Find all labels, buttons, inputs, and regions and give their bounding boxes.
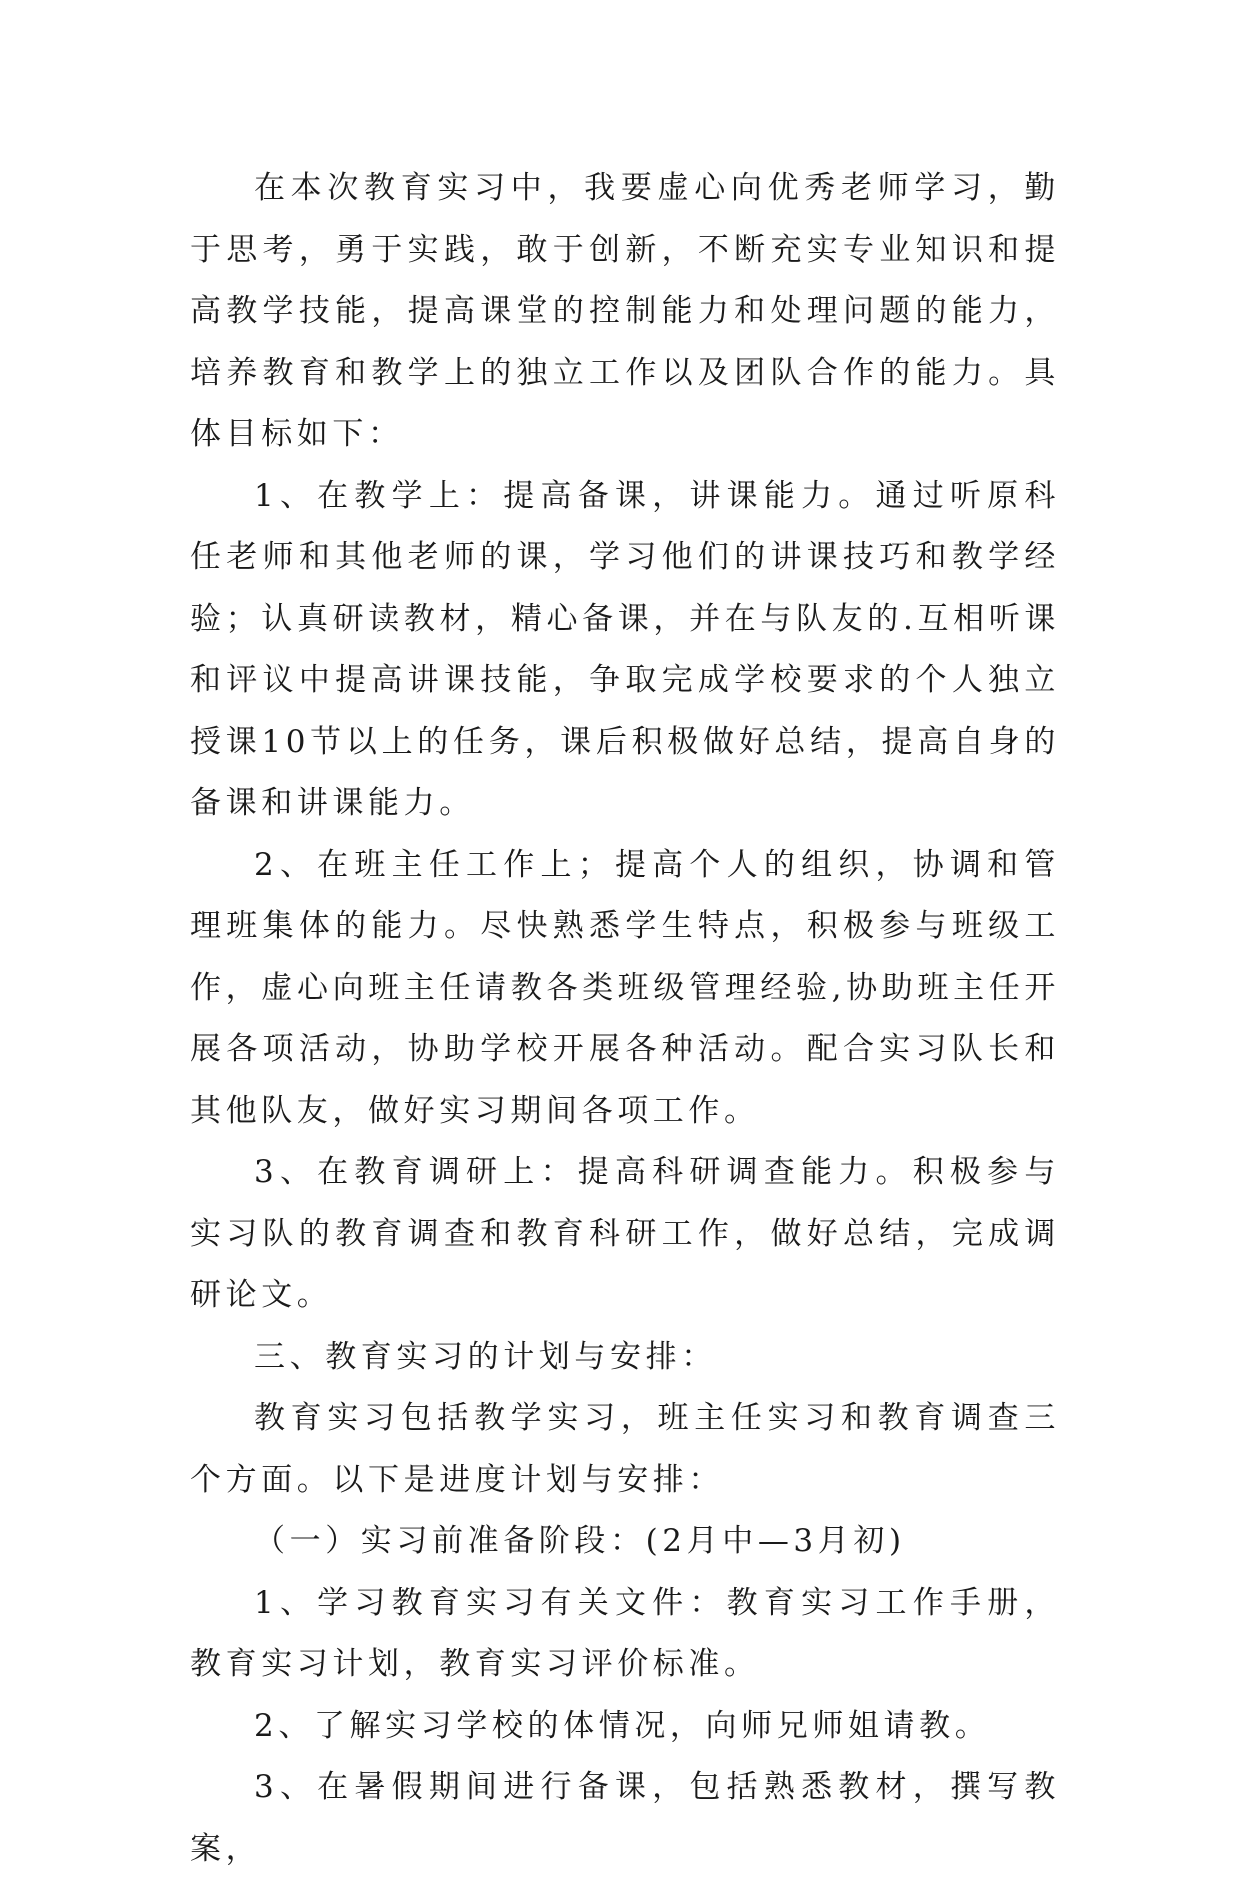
list-item-study-documents: 1、学习教育实习有关文件：教育实习工作手册，教育实习计划，教育实习评价标准。 [190, 1584, 1060, 1682]
list-item-prepare-lessons: 3、在暑假期间进行备课，包括熟悉教材，撰写教案， [190, 1769, 1060, 1867]
list-item-understand-school: 2、了解实习学校的体情况，向师兄师姐请教。 [254, 1707, 991, 1744]
section-heading-plan: 三、教育实习的计划与安排： [254, 1338, 717, 1375]
paragraph-head-teacher-goal: 2、在班主任工作上；提高个人的组织，协调和管理班集体的能力。尽快熟悉学生特点，积极参与班级工作，虚心向班主任请教各类班级管理经验,协助班主任开展各项活动，协助学校开展各种活动。配合实习队长和其他队友，做好实习期间各项工作。 [190, 846, 1060, 1129]
paragraph-goals-intro: 在本次教育实习中，我要虚心向优秀老师学习，勤于思考，勇于实践，敢于创新，不断充实专业知识和提高教学技能，提高课堂的控制能力和处理问题的能力，培养教育和教学上的独立工作以及团队合作的能力。具体目标如下： [190, 170, 1060, 452]
paragraph-research-goal: 3、在教育调研上：提高科研调查能力。积极参与实习队的教育调查和教育科研工作，做好总结，完成调研论文。 [190, 1154, 1060, 1313]
subsection-heading-preparation: （一）实习前准备阶段：(2月中—3月初) [254, 1523, 906, 1559]
paragraph-teaching-goal: 1、在教学上：提高备课，讲课能力。通过听原科任老师和其他老师的课，学习他们的讲课技巧和教学经验；认真研读教材，精心备课，并在与队友的.互相听课和评议中提高讲课技能，争取完成学校要求的个人独立授课10节以上的任务，课后积极做好总结，提高自身的备课和讲课能力。 [190, 477, 1060, 821]
document-body [190, 158, 1060, 1880]
paragraph-plan-intro: 教育实习包括教学实习，班主任实习和教育调查三个方面。以下是进度计划与安排： [190, 1400, 1060, 1498]
